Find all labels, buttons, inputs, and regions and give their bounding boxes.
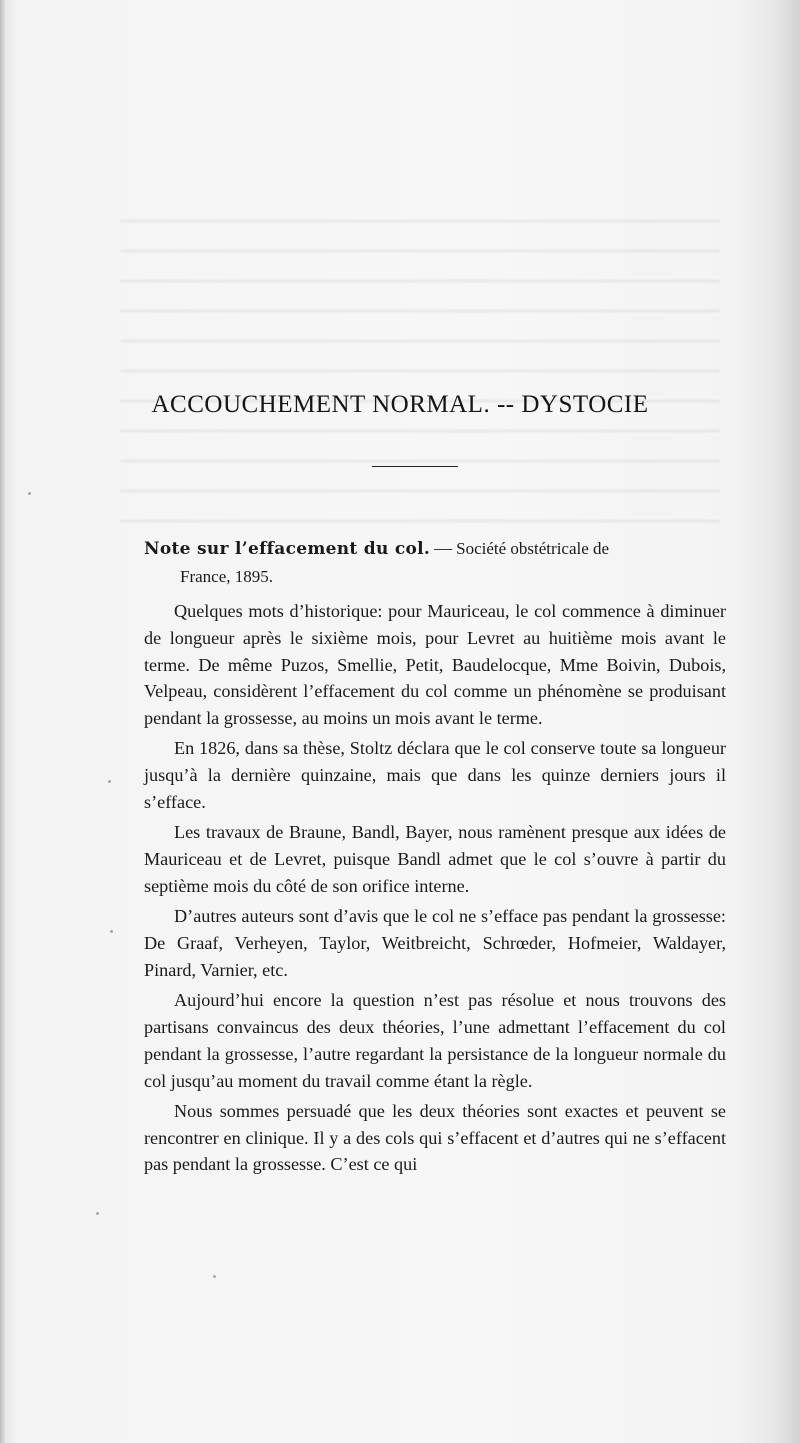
entry-dash: — [434, 538, 453, 558]
paragraph-1: Quelques mots d’historique: pour Mauriceau, le col commence à diminuer de longueur après le sixième mois, pour Levret au huitième mois avant le terme. De même Puzos, Smellie, Petit, Baudelocque, Mme Boivin, Dubois, Velpeau, considèrent l’effacement du col comme un phénomène se produisant pendant la grossesse, au moins un mois avant le terme. [144, 601, 726, 729]
paper-speck [213, 1275, 216, 1278]
paper-speck [108, 780, 111, 783]
section-heading: ACCOUCHEMENT NORMAL. -- DYSTOCIE [151, 391, 649, 418]
entry-venue: Société obstétricale de [456, 539, 610, 558]
body-text [144, 598, 726, 1182]
paper-speck [28, 492, 31, 495]
bibliographic-entry [144, 535, 724, 590]
paper-speck [96, 1212, 99, 1215]
show-through-text [120, 220, 720, 540]
entry-title: Note sur l’effacement du col. [144, 539, 431, 559]
paragraph-4: D’autres auteurs sont d’avis que le col ne s’efface pas pendant la grossesse: De Graaf, Verheyen, Taylor, Weitbreicht, Schrœder, Hofmeier, Waldayer, Pinard, Varnier, etc. [144, 906, 726, 980]
paragraph-3: Les travaux de Braune, Bandl, Bayer, nous ramènent presque aux idées de Mauriceau et de Levret, puisque Bandl admet que le col s’ouvre à partir du septième mois du côté de son orifice interne. [144, 822, 726, 896]
separator-rule [372, 466, 458, 467]
paper-speck [110, 930, 113, 933]
entry-venue-continued: France, 1895. [180, 567, 274, 586]
paragraph-6: Nous sommes persuadé que les deux théories sont exactes et peuvent se rencontrer en clinique. Il y a des cols qui s’effacent et d’autres qui ne s’effacent pas pendant la grossesse. C’est ce qui [144, 1100, 726, 1175]
paragraph-2: En 1826, dans sa thèse, Stoltz déclara que le col conserve toute sa longueur jusqu’à la dernière quinzaine, mais que dans les quinze derniers jours il s’efface. [144, 738, 726, 813]
paragraph-5: Aujourd’hui encore la question n’est pas résolue et nous trouvons des partisans convaincus des deux théories, l’une admettant l’effacement du col pendant la grossesse, l’autre regardant la persistance de la longueur normale du col jusqu’au moment du travail comme étant la règle. [144, 990, 726, 1091]
